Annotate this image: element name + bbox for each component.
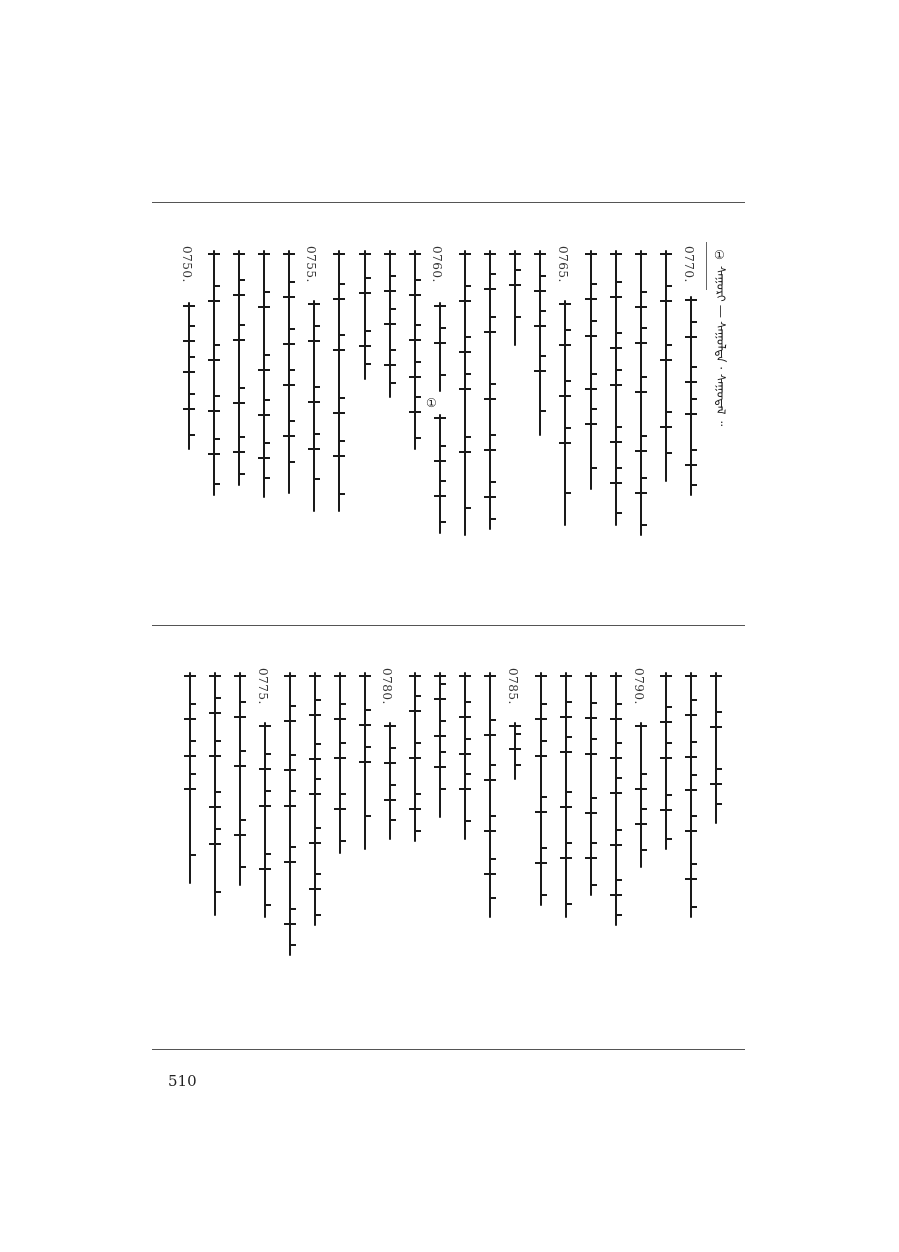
line-number-0750: 0750.	[180, 246, 194, 283]
footnote-separator	[706, 242, 707, 290]
mongolian-text-line	[232, 250, 246, 486]
mongolian-text-line	[659, 250, 673, 482]
mongolian-text-line	[609, 250, 623, 526]
mongolian-text-line	[533, 250, 547, 436]
mongolian-text-line	[433, 414, 447, 534]
mongolian-text-line	[458, 672, 472, 840]
line-number-0760: 0760.	[430, 246, 444, 283]
footnote-marker: ①	[714, 248, 725, 262]
mongolian-text-line	[332, 250, 346, 512]
mongolian-text-line	[358, 672, 372, 850]
mongolian-text-line	[333, 672, 347, 854]
footnote-text: ᠰᠠᠭᠤᠷᠢ ― ᠰᠠᠭᠤᠯᠲᠠ · ᠰᠠᠭᠤᠳᠠᠯ ᠃	[714, 266, 728, 427]
mongolian-text-line	[233, 672, 247, 886]
mongolian-text-line	[258, 722, 272, 918]
mongolian-text-line	[307, 300, 321, 512]
mongolian-text-line	[534, 672, 548, 906]
mongolian-text-line	[634, 722, 648, 868]
mongolian-text-line	[182, 302, 196, 450]
mongolian-text-line	[659, 672, 673, 850]
line-number-0775: 0775.	[256, 668, 270, 705]
mongolian-text-line	[383, 250, 397, 398]
mongolian-text-line	[408, 250, 422, 450]
mongolian-text-line	[709, 672, 723, 824]
mongolian-text-line	[684, 672, 698, 918]
top-rule	[152, 202, 745, 203]
bottom-rule	[152, 1049, 745, 1050]
mongolian-text-line	[609, 672, 623, 926]
line-number-0765: 0765.	[556, 246, 570, 283]
middle-rule	[152, 625, 745, 626]
mongolian-text-line	[208, 672, 222, 916]
mongolian-text-line	[257, 250, 271, 498]
mongolian-text-line	[508, 722, 522, 780]
mongolian-text-line	[508, 250, 522, 346]
mongolian-text-line	[207, 250, 221, 496]
mongolian-text-line	[634, 250, 648, 536]
mongolian-text-line	[308, 672, 322, 926]
line-number-0780: 0780.	[380, 668, 394, 705]
line-number-0785: 0785.	[506, 668, 520, 705]
mongolian-text-line	[408, 672, 422, 842]
mongolian-text-line	[433, 302, 447, 392]
mongolian-text-line	[458, 250, 472, 536]
mongolian-text-line	[558, 300, 572, 526]
mongolian-text-line	[383, 722, 397, 840]
line-number-0755: 0755.	[304, 246, 318, 283]
mongolian-text-line	[483, 672, 497, 918]
mongolian-text-line	[584, 250, 598, 490]
mongolian-text-line	[684, 296, 698, 496]
page-number: 510	[168, 1072, 197, 1090]
mongolian-text-line	[559, 672, 573, 918]
mongolian-text-line	[282, 250, 296, 494]
mongolian-text-line	[358, 250, 372, 380]
inline-footnote-marker: ①	[426, 396, 437, 410]
mongolian-text-line	[584, 672, 598, 896]
mongolian-text-line	[483, 250, 497, 530]
mongolian-text-line	[183, 672, 197, 884]
mongolian-text-line	[433, 672, 447, 818]
mongolian-text-line	[283, 672, 297, 956]
line-number-0790: 0790.	[632, 668, 646, 705]
line-number-0770: 0770.	[682, 246, 696, 283]
